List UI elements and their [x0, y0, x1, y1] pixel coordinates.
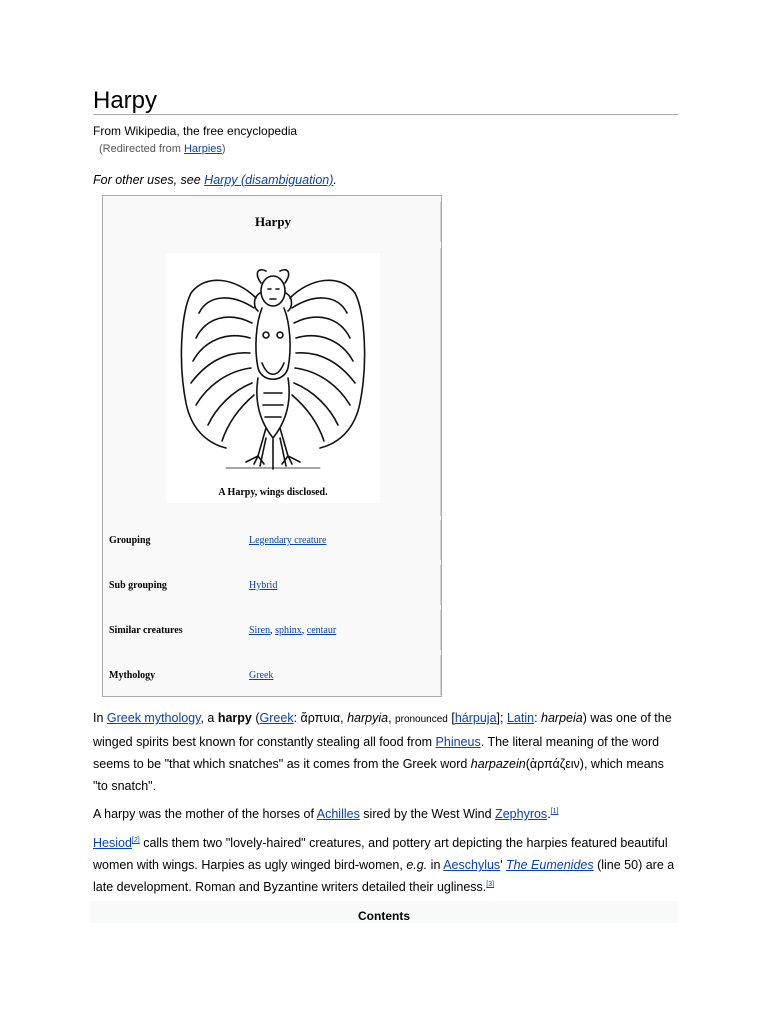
achilles-link[interactable]: Achilles	[316, 807, 360, 821]
text: calls them two "lovely-haired" creatures, and pottery art depicting the harpies featured beautiful women with wings. Harpies as ugly winged bird-women,	[93, 836, 668, 872]
zephyros-link[interactable]: Zephyros	[495, 807, 548, 821]
centaur-link[interactable]: centaur	[306, 625, 337, 636]
site-tagline: From Wikipedia, the free encyclopedia	[93, 124, 298, 138]
infobox-title: Harpy	[254, 214, 292, 229]
text: ,	[388, 711, 396, 725]
redirect-notice	[99, 143, 226, 155]
text: In	[93, 711, 107, 725]
hatnote-suffix: .	[333, 173, 337, 187]
hybrid-link[interactable]: Hybrid	[249, 580, 278, 591]
separator: ,	[301, 625, 307, 636]
text: : ἅρπυια,	[293, 711, 348, 725]
greek-language-link[interactable]: Greek	[259, 711, 294, 725]
phineus-link[interactable]: Phineus	[435, 735, 481, 749]
infobox-label: Grouping	[109, 535, 151, 546]
eumenides-link[interactable]: The Eumenides	[506, 858, 594, 872]
image-caption: A Harpy, wings disclosed.	[218, 487, 328, 498]
siren-link[interactable]: Siren	[249, 625, 271, 636]
hatnote-prefix: For other uses, see	[93, 173, 205, 187]
infobox-divider	[440, 248, 441, 516]
text: :	[534, 711, 542, 725]
infobox	[102, 195, 442, 697]
infobox-value	[249, 535, 326, 546]
reference-3-link[interactable]: [3]	[486, 880, 495, 888]
infobox-row-subgrouping	[103, 565, 443, 610]
redirect-prefix: (Redirected from	[99, 143, 184, 155]
infobox-value	[249, 625, 336, 636]
infobox-row-similar	[103, 610, 443, 655]
redirect-suffix: )	[221, 143, 226, 155]
infobox-value	[249, 580, 277, 591]
legendary-creature-link[interactable]: Legendary creature	[249, 535, 327, 546]
infobox-row-mythology	[103, 655, 443, 700]
term-harpy: harpy	[217, 711, 252, 725]
toc-title: Contents	[358, 909, 410, 923]
text: (line 50) are a late development. Roman and Byzantine writers detailed their ugliness.	[93, 858, 675, 894]
text: . The literal meaning of the word seems to be "that which snatches" as it comes from the Greek word	[93, 735, 660, 771]
infobox-row-grouping	[103, 520, 443, 565]
greek-link[interactable]: Greek	[249, 670, 274, 681]
text: in	[427, 858, 444, 872]
harpy-illustration[interactable]	[166, 253, 380, 503]
text: (	[251, 711, 260, 725]
infobox-label: Sub grouping	[109, 580, 167, 591]
hesiod-link[interactable]: Hesiod	[93, 836, 132, 850]
term-harpazein: harpazein	[470, 757, 526, 771]
disambiguation-link[interactable]: Harpy (disambiguation)	[204, 173, 334, 187]
sphinx-link[interactable]: sphinx	[275, 625, 302, 636]
text: , a	[200, 711, 218, 725]
text: A harpy was the mother of the horses of	[93, 807, 317, 821]
infobox-value	[249, 670, 273, 681]
hatnote	[93, 173, 337, 187]
title-divider	[93, 114, 678, 115]
harpy-drawing	[166, 253, 380, 483]
text: '	[500, 858, 507, 872]
separator: ,	[270, 625, 276, 636]
redirect-link[interactable]: Harpies	[183, 143, 222, 155]
paragraph-achilles	[93, 803, 678, 825]
text: (ἁρπάζειν), which means "to snatch".	[93, 757, 664, 793]
text: ) was one of the winged spirits best known for constantly stealing all food from	[93, 711, 672, 749]
term-eg: e.g.	[406, 858, 428, 872]
page-title: Harpy	[93, 87, 158, 114]
greek-mythology-link[interactable]: Greek mythology	[106, 711, 201, 725]
text: [	[447, 711, 455, 725]
text: .	[547, 807, 551, 821]
ipa-link[interactable]: hárpuja	[454, 711, 497, 725]
term-harpeia: harpeia	[541, 711, 583, 725]
term-harpyia: harpyia	[347, 711, 389, 725]
table-of-contents	[90, 901, 678, 923]
aeschylus-link[interactable]: Aeschylus	[443, 858, 501, 872]
text: sired by the West Wind	[359, 807, 496, 821]
paragraph-intro	[93, 697, 678, 797]
infobox-label: Mythology	[109, 670, 156, 681]
reference-1-link[interactable]: [1]	[550, 807, 559, 815]
reference-2-link[interactable]: [2]	[131, 836, 140, 844]
paragraph-hesiod	[93, 832, 678, 898]
pronounced-label: pronounced	[395, 714, 448, 725]
text: ];	[496, 711, 507, 725]
latin-link[interactable]: Latin	[506, 711, 535, 725]
infobox-label: Similar creatures	[109, 625, 183, 636]
